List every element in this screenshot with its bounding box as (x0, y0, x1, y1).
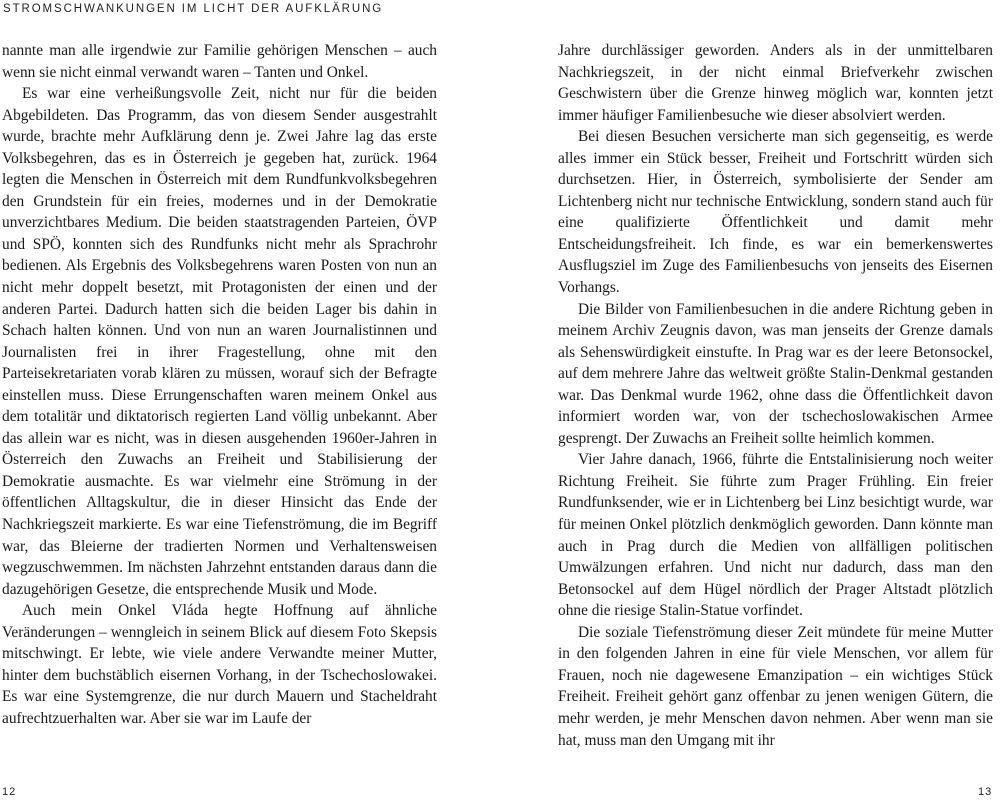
left-page-text (2, 40, 437, 730)
page-number-right: 13 (978, 786, 993, 798)
left-paragraph-1: nannte man alle irgendwie zur Familie gehörigen Menschen – auch wenn sie nicht einmal verwandt waren – Tanten und Onkel. (2, 42, 437, 81)
right-paragraph-4: Vier Jahre danach, 1966, führte die Entstalinisierung noch weiter Richtung Freiheit. Sie führte zum Prager Frühling. Ein freier Rundfunksender, wie er in Lichtenberg bei Linz besichtigt wurde, war für meinen Onkel plötzlich denkmöglich geworden. Dann könnte man auch in Prag durch die Medien von allfälligen politischen Umwälzungen erfahren. Und nicht nur dadurch, dass man den Betonsockel auf dem Hügel nördlich der Prager Altstadt plötzlich ohne die riesige Stalin-Statue vorfindet. (558, 451, 993, 620)
page-number-left: 12 (2, 786, 17, 798)
right-paragraph-5: Die soziale Tiefenströmung dieser Zeit mündete für meine Mutter in den folgenden Jahren in eine für viele Menschen, vor allem für Frauen, noch nie dagewesene Emanzipation – ein wichtiges Stück Freiheit. Freiheit gehört ganz offenbar zu jenen wenigen Gütern, die mehr werden, je mehr Menschen davon nehmen. Aber wenn man sie hat, muss man den Umgang mit ihr (558, 623, 993, 749)
right-page-text (558, 40, 993, 751)
right-paragraph-1: Jahre durchlässiger geworden. Anders als in der unmittelbaren Nachkriegszeit, in der nicht einmal Briefverkehr zwischen Geschwistern über die Grenze hinweg möglich war, konnten jetzt immer häufiger Familienbesuche wie dieser absolviert werden. (558, 42, 993, 124)
left-paragraph-3: Auch mein Onkel Vláda hegte Hoffnung auf ähnliche Veränderungen – wenngleich in seinem Blick auf diesem Foto Skepsis mitschwingt. Er lebte, wie viele andere Verwandte meiner Mutter, hinter dem buchstäblich eisernen Vorhang, in der Tschechoslowakei. Es war eine Systemgrenze, die nur durch Mauern und Stacheldraht aufrechtzuerhalten war. Aber sie war im Laufe der (2, 602, 437, 727)
running-head: STROMSCHWANKUNGEN IM LICHT DER AUFKLÄRUNG (3, 3, 384, 15)
left-paragraph-2: Es war eine verheißungsvolle Zeit, nicht nur für die beiden Abgebildeten. Das Programm, das von diesem Sender ausgestrahlt wurde, brachte mehr Aufklärung denn je. Zwei Jahre lag das erste Volksbegehren, das es in Österreich je gegeben hat, zurück. 1964 legten die Menschen in Österreich mit dem Rundfunkvolksbegehren den Grundstein für ein freies, modernes und in der Demokratie unverzichtbares Medium. Die beiden staatstragenden Parteien, ÖVP und SPÖ, konnten sich des Rundfunks nicht mehr als Sprachrohr bedienen. Als Ergebnis des Volksbegehrens waren Posten von nun an nicht mehr doppelt besetzt, mit Protagonisten der einen und der anderen Partei. Dadurch hatten sich die beiden Lager bis dahin in Schach halten können. Und von nun an waren Journalistinnen und Journalisten frei in ihrer Fragestellung, ohne mit den Parteisekretariaten vorab klären zu müssen, worauf sich der Befragte einstellen muss. Diese Errungenschaften waren meinem Onkel aus dem totalitär und diktatorisch regierten Land völlig unbekannt. Aber das allein war es nicht, was in diesen ausgehenden 1960er-Jahren in Österreich den Zuwachs an Freiheit und Stabilisierung der Demokratie ausmachte. Es war vielmehr eine Strömung in der öffentlichen Alltagskultur, die in dieser Hinsicht das Ende der Nachkriegszeit markierte. Es war eine Tiefenströmung, die im Begriff war, das Bleierne der tradierten Normen und Verhaltensweisen wegzuschwemmen. Im nächsten Jahrzehnt entstanden daraus dann die dazugehörigen Gesetze, die entsprechende Musik und Mode. (2, 85, 437, 598)
right-paragraph-3: Die Bilder von Familienbesuchen in die andere Richtung geben in meinem Archiv Zeugnis davon, was man jenseits der Grenze damals als Sehenswürdigkeit einstufte. In Prag war es der leere Betonsockel, auf dem mehrere Jahre das weltweit größte Stalin-Denkmal gestanden war. Das Denkmal wurde 1962, ohne dass die Öffentlichkeit davon informiert worden war, von der tschechoslowakischen Armee gesprengt. Der Zuwachs an Freiheit sollte heimlich kommen. (558, 300, 993, 447)
right-paragraph-2: Bei diesen Besuchen versicherte man sich gegenseitig, es werde alles immer ein Stück besser, Freiheit und Fortschritt würden sich durchsetzen. Hier, in Österreich, symbolisierte der Sender am Lichtenberg nicht nur technische Entwicklung, sondern stand auch für eine qualifizierte Öffentlichkeit und damit mehr Entscheidungsfreiheit. Ich finde, es war ein bemerkenswertes Ausflugsziel im Zuge des Familienbesuchs von jenseits des Eisernen Vorhangs. (558, 128, 993, 297)
